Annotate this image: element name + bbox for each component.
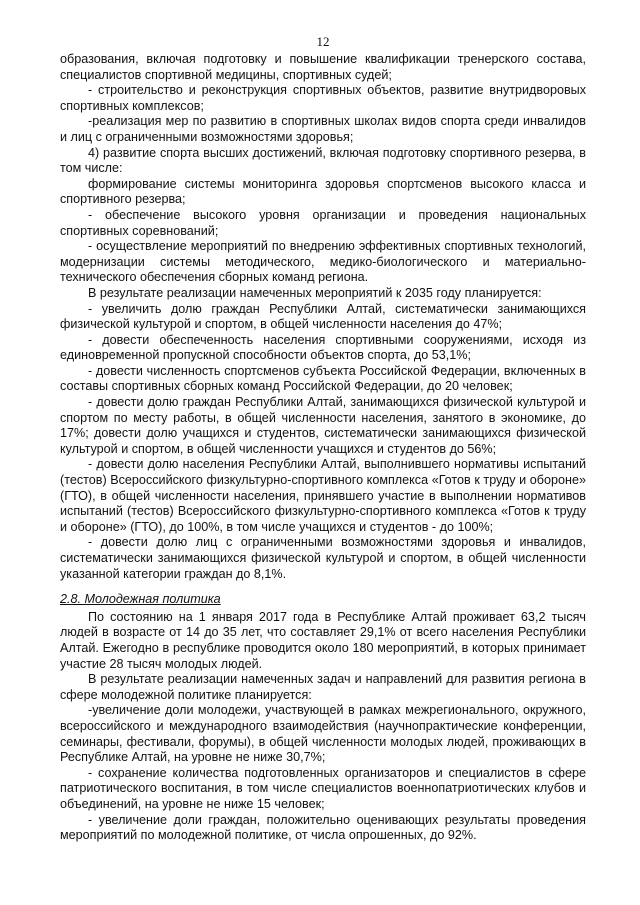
paragraph-planned-2035: В результате реализации намеченных мероприятий к 2035 году планируется:	[88, 285, 542, 300]
paragraph-target-47: - увеличить долю граждан Республики Алтай, систематически занимающихся физической культурой и спортом, в общей численности населения до 47%;	[60, 301, 586, 332]
paragraph-competitions: - обеспечение высокого уровня организации и проведения национальных спортивных соревнований;	[60, 207, 586, 238]
paragraph-youth-interaction: -увеличение доли молодежи, участвующей в рамках межрегионального, окружного, всероссийского и международного взаимодействия (научнопрактические конференции, семинары, фестивали, форумы), в общей численности молодых людей, проживающих в Республике Алтай, на уровне не ниже 30,7%;	[60, 703, 586, 765]
paragraph-technologies: - осуществление мероприятий по внедрению эффективных спортивных технологий, модернизации системы методического, медико-биологического и материально-технического обеспечения сборных команд региона.	[60, 239, 586, 285]
paragraph-education-continuation: образования, включая подготовку и повышение квалификации тренерского состава, специалистов спортивной медицины, спортивных судей;	[60, 52, 586, 82]
paragraph-target-workplace: - довести долю граждан Республики Алтай, занимающихся физической культурой и спортом по месту работы, в общей численности населения, занятого в экономике, до 17%; довести долю учащихся и студентов, систематически занимающихся физической культурой и спортом, в общей численности учащихся и студентов до 56%;	[60, 395, 586, 456]
youth-section-body	[60, 610, 586, 844]
sport-section-body	[60, 52, 586, 582]
paragraph-monitoring: формирование системы мониторинга здоровья спортсменов высокого класса и спортивного резерва;	[60, 176, 586, 207]
paragraph-target-gto: - довести долю населения Республики Алтай, выполнившего нормативы испытаний (тестов) Всероссийского физкультурно-спортивного комплекса «Готов к труду и обороне» (ГТО), в общей численности населения, принявшего участие в выполнении нормативов испытаний (тестов) Всероссийского физкультурно-спортивного комплекса «Готов к труду и обороне» (ГТО), до 100%, в том числе учащихся и студентов - до 100%;	[60, 457, 586, 534]
page-number: 12	[316, 34, 330, 49]
paragraph-youth-specialists: - сохранение количества подготовленных организаторов и специалистов в сфере патриотического воспитания, в том числе специалистов военнопатриотических клубов и объединений, на уровне не ниже 15 человек;	[60, 765, 586, 811]
paragraph-youth-satisfaction: - увеличение доли граждан, положительно оценивающих результаты проведения мероприятий по молодежной политике, от числа опрошенных, до 92%.	[60, 812, 586, 843]
paragraph-youth-population: По состоянию на 1 января 2017 года в Республике Алтай проживает 63,2 тысяч людей в возрасте от 14 до 35 лет, что составляет 29,1% от всего населения Республики Алтай. Ежегодно в республике проводится около 180 мероприятий, в которых принимает участие 28 тысяч молодых людей.	[60, 609, 586, 671]
paragraph-target-53: - довести обеспеченность населения спортивными сооружениями, исходя из единовременной пропускной способности объектов спорта, до 53,1%;	[60, 332, 586, 363]
paragraph-target-disabled: - довести долю лиц с ограниченными возможностями здоровья и инвалидов, систематически занимающихся физической культурой и спортом, в общей численности указанной категории граждан до 8,1%.	[60, 535, 586, 581]
paragraph-construction: - строительство и реконструкция спортивных объектов, развитие внутридворовых спортивных комплексов;	[60, 83, 586, 113]
paragraph-disabled-sports: -реализация мер по развитию в спортивных школах видов спорта среди инвалидов и лиц с ограниченными возможностями здоровья;	[60, 114, 586, 144]
section-heading-youth-policy: 2.8. Молодежная политика	[60, 592, 221, 607]
paragraph-youth-planned: В результате реализации намеченных задач и направлений для развития региона в сфере молодежной политике планируется:	[60, 672, 586, 702]
paragraph-high-achievement: 4) развитие спорта высших достижений, включая подготовку спортивного резерва, в том числе:	[60, 145, 586, 176]
paragraph-target-athletes: - довести численность спортсменов субъекта Российской Федерации, включенных в составы спортивных сборных команд Российской Федерации, до 20 человек;	[60, 363, 586, 394]
